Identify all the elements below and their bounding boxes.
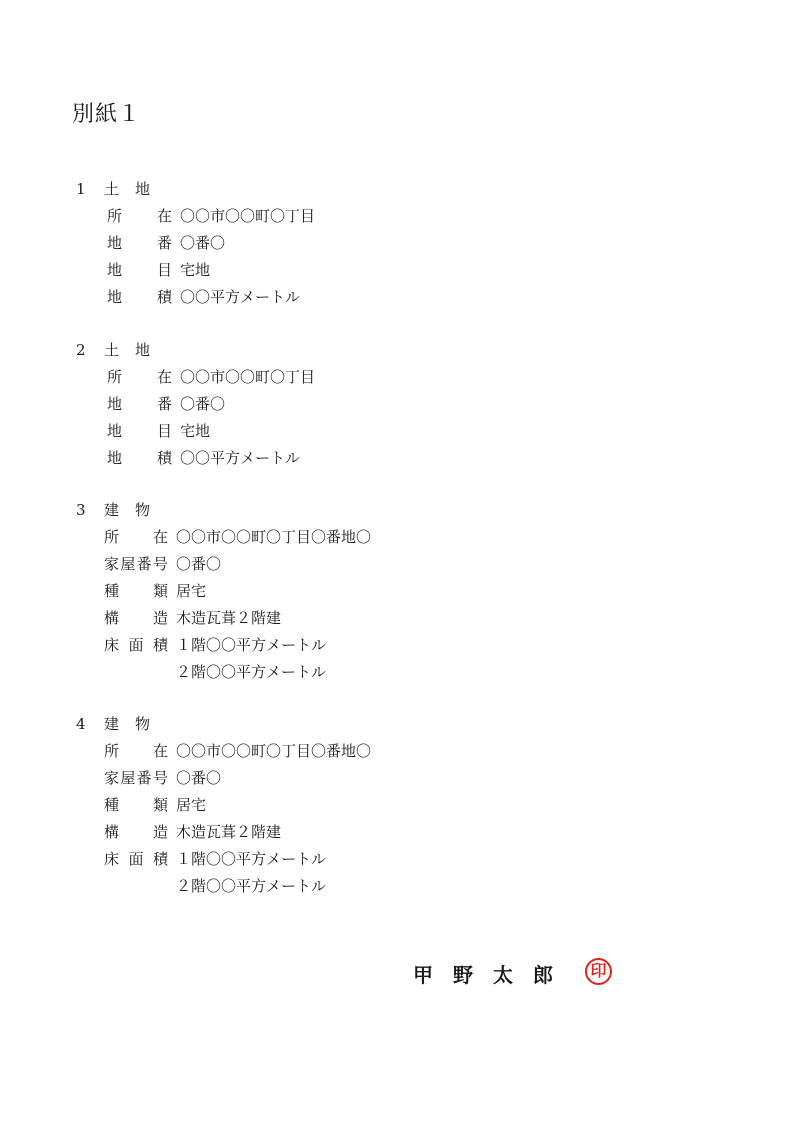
row-value: 〇〇平方メートル [180, 288, 301, 306]
row-label: 地目 [107, 261, 172, 279]
row-value: １階〇〇平方メートル [176, 850, 327, 868]
row-label: 種類 [104, 796, 168, 814]
row-value: 宅地 [180, 422, 211, 440]
section-title: 土地 [104, 180, 167, 198]
row-value: 〇番〇 [180, 234, 226, 252]
row-value: 〇番〇 [176, 769, 222, 787]
row-label: 所在 [107, 368, 172, 386]
section-title: 建物 [104, 715, 167, 733]
row-label: 構造 [104, 823, 168, 841]
row-value: 〇〇市〇〇町〇丁目 [180, 368, 316, 386]
row-value: 木造瓦葺２階建 [176, 609, 282, 627]
row-value: 〇〇市〇〇町〇丁目〇番地〇 [176, 742, 372, 760]
section-number: 4 [76, 715, 86, 733]
row-label: 床面積 [104, 636, 168, 654]
row-label: 地番 [107, 234, 172, 252]
row-value: 宅地 [180, 261, 211, 279]
row-label: 種類 [104, 582, 168, 600]
section-heading [76, 711, 166, 737]
row-label: 地積 [107, 449, 172, 467]
section-number: 2 [76, 341, 86, 359]
row-value: 〇〇市〇〇町〇丁目〇番地〇 [176, 528, 372, 546]
signature-block [413, 958, 633, 992]
signatory-name: 甲野太郎 [413, 963, 573, 987]
row-label: 床面積 [104, 850, 168, 868]
row-label: 家屋番号 [104, 769, 168, 787]
section-number: 1 [76, 180, 86, 198]
section-heading [76, 176, 166, 202]
row-value: 〇番〇 [180, 395, 226, 413]
row-value: 〇〇平方メートル [180, 449, 301, 467]
row-value: 〇〇市〇〇町〇丁目 [180, 207, 316, 225]
row-label: 地目 [107, 422, 172, 440]
row-label: 地番 [107, 395, 172, 413]
section-title: 建物 [104, 501, 167, 519]
row-label: 構造 [104, 609, 168, 627]
row-label: 家屋番号 [104, 555, 168, 573]
row-value: ２階〇〇平方メートル [176, 663, 327, 681]
section-title: 土地 [104, 341, 167, 359]
row-value: １階〇〇平方メートル [176, 636, 327, 654]
row-label: 所在 [107, 207, 172, 225]
row-value: 〇番〇 [176, 555, 222, 573]
row-label: 地積 [107, 288, 172, 306]
page-title: 別紙１ [72, 102, 142, 127]
seal-stamp: 印 [585, 958, 612, 985]
row-value: ２階〇〇平方メートル [176, 877, 327, 895]
row-label: 所在 [104, 742, 168, 760]
section-number: 3 [76, 501, 86, 519]
row-value: 居宅 [176, 582, 207, 600]
row-value: 居宅 [176, 796, 207, 814]
row-value: 木造瓦葺２階建 [176, 823, 282, 841]
section-heading [76, 497, 166, 523]
section-heading [76, 337, 166, 363]
row-label: 所在 [104, 528, 168, 546]
